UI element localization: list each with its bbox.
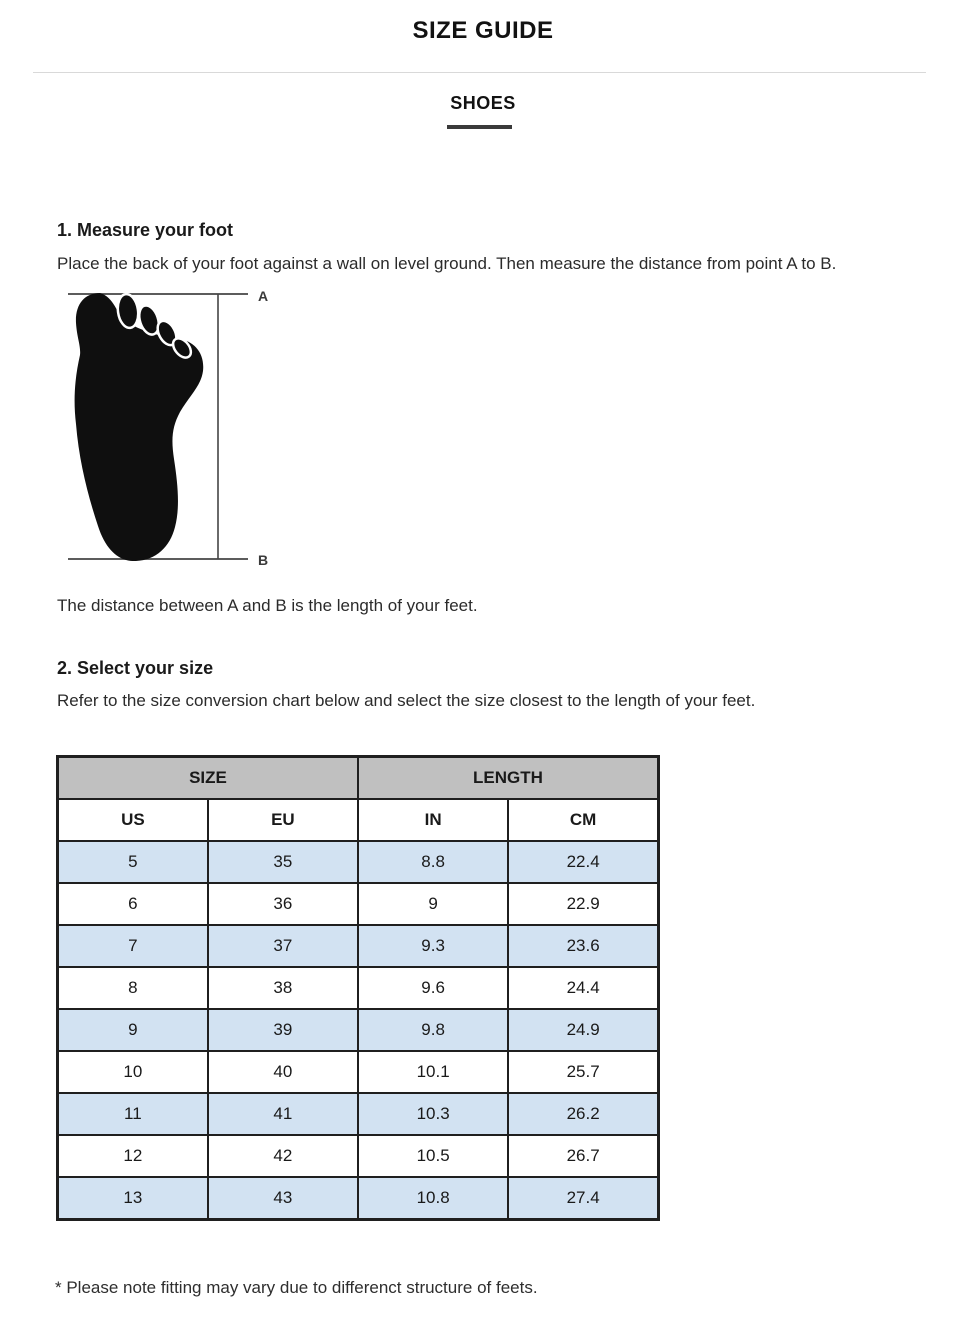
section-1-caption: The distance between A and B is the length of your feet.	[57, 596, 478, 615]
table-row	[58, 1093, 659, 1135]
table-cell: 27.4	[508, 1177, 658, 1220]
table-cell: 9.6	[358, 967, 508, 1009]
category-subtitle: SHOES	[450, 93, 516, 113]
table-cell: 8.8	[358, 841, 508, 883]
table-cell: 12	[58, 1135, 208, 1177]
table-cell: 6	[58, 883, 208, 925]
table-cell: 25.7	[508, 1051, 658, 1093]
table-cell: 42	[208, 1135, 358, 1177]
section-2-heading: 2. Select your size	[57, 658, 214, 678]
table-cell: 24.9	[508, 1009, 658, 1051]
table-row	[58, 967, 659, 1009]
page-title: SIZE GUIDE	[412, 17, 554, 44]
table-cell: 40	[208, 1051, 358, 1093]
column-header-cm: CM	[508, 799, 658, 841]
table-cell: 5	[58, 841, 208, 883]
column-header-in: IN	[358, 799, 508, 841]
table-cell: 9.8	[358, 1009, 508, 1051]
column-header-us: US	[58, 799, 208, 841]
table-row	[58, 1009, 659, 1051]
table-cell: 10.1	[358, 1051, 508, 1093]
table-group-header-row	[58, 757, 659, 800]
table-cell: 35	[208, 841, 358, 883]
table-cell: 38	[208, 967, 358, 1009]
table-cell: 39	[208, 1009, 358, 1051]
table-row	[58, 883, 659, 925]
table-row	[58, 925, 659, 967]
column-header-eu: EU	[208, 799, 358, 841]
table-cell: 24.4	[508, 967, 658, 1009]
table-cell: 26.7	[508, 1135, 658, 1177]
group-header-length: LENGTH	[358, 757, 659, 800]
table-cell: 7	[58, 925, 208, 967]
section-1-heading: 1. Measure your foot	[57, 220, 234, 240]
table-cell: 11	[58, 1093, 208, 1135]
header-divider	[33, 72, 926, 73]
table-cell: 10.3	[358, 1093, 508, 1135]
size-table-body	[58, 841, 659, 1220]
footnote: * Please note fitting may vary due to differenct structure of feets.	[55, 1278, 538, 1297]
table-cell: 26.2	[508, 1093, 658, 1135]
point-label-a: A	[258, 288, 269, 304]
size-table-container	[56, 755, 660, 1221]
section-2-body: Refer to the size conversion chart below and select the size closest to the length of your feet.	[57, 691, 756, 710]
table-cell: 10.5	[358, 1135, 508, 1177]
table-cell: 10	[58, 1051, 208, 1093]
table-cell: 36	[208, 883, 358, 925]
group-header-size: SIZE	[58, 757, 359, 800]
table-cell: 10.8	[358, 1177, 508, 1220]
table-column-header-row	[58, 799, 659, 841]
table-cell: 22.9	[508, 883, 658, 925]
table-row	[58, 841, 659, 883]
table-cell: 37	[208, 925, 358, 967]
table-cell: 8	[58, 967, 208, 1009]
table-cell: 9.3	[358, 925, 508, 967]
size-conversion-table	[56, 755, 660, 1221]
foot-silhouette	[75, 293, 204, 561]
section-1-body: Place the back of your foot against a wall on level ground. Then measure the distance from point A to B.	[57, 254, 837, 273]
table-cell: 22.4	[508, 841, 658, 883]
table-cell: 13	[58, 1177, 208, 1220]
table-cell: 9	[358, 883, 508, 925]
table-row	[58, 1051, 659, 1093]
table-cell: 23.6	[508, 925, 658, 967]
table-row	[58, 1177, 659, 1220]
point-label-b: B	[258, 552, 269, 568]
table-cell: 43	[208, 1177, 358, 1220]
foot-measure-diagram	[66, 287, 296, 572]
table-cell: 9	[58, 1009, 208, 1051]
table-cell: 41	[208, 1093, 358, 1135]
table-row	[58, 1135, 659, 1177]
subtitle-underline	[447, 125, 512, 129]
